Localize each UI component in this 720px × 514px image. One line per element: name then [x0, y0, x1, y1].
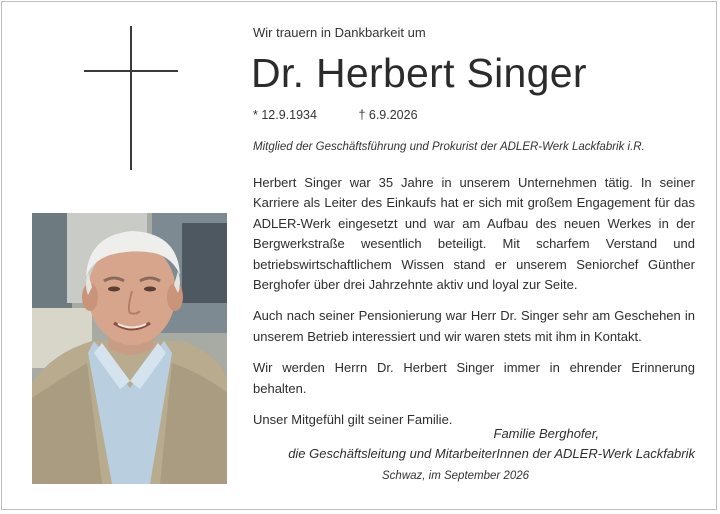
- family-name: Familie Berghofer,: [493, 426, 599, 441]
- intro-text: Wir trauern in Dankbarkeit um: [253, 25, 426, 40]
- role-description: Mitglied der Geschäftsführung und Prokurist der ADLER-Werk Lackfabrik i.R.: [253, 141, 645, 153]
- life-dates: [253, 108, 418, 122]
- paragraph-condolence: Unser Mitgefühl gilt seiner Familie.: [253, 412, 453, 428]
- cross-icon: [84, 26, 178, 170]
- death-date: † 6.9.2026: [358, 108, 418, 122]
- place-date: Schwaz, im September 2026: [382, 470, 530, 482]
- paragraph-retirement: Auch nach seiner Pensionierung war Herr Dr. Singer sehr am Geschehen in unserem Betrieb interessiert und wir waren stets mit ihm in Kontakt.: [253, 308, 695, 344]
- portrait-photo: [32, 213, 227, 484]
- company-staff: die Geschäftsleitung und MitarbeiterInnen der ADLER-Werk Lackfabrik: [288, 446, 695, 461]
- obituary-body: [253, 173, 695, 441]
- paragraph-career: Herbert Singer war 35 Jahre in unserem Unternehmen tätig. In seiner Karriere als Leiter des Einkaufs hat er sich mit großem Engagement für das ADLER-Werk eingesetzt und war am Aufbau des neuen Werkes in der Bergwerkstraße wesentlich beteiligt. Mit scharfem Verstand und betriebswirtschaftlichem Wissen stand er unserem Seniorchef Günther Berghofer über drei Jahrzehnte aktiv und loyal zur Seite.: [253, 175, 695, 293]
- obituary-card: [1, 1, 717, 510]
- birth-date: * 12.9.1934: [253, 108, 317, 122]
- deceased-name: Dr. Herbert Singer: [251, 50, 587, 96]
- signature-block: [251, 424, 695, 464]
- paragraph-remembrance: Wir werden Herrn Dr. Herbert Singer immer in ehrender Erinnerung behalten.: [253, 360, 695, 396]
